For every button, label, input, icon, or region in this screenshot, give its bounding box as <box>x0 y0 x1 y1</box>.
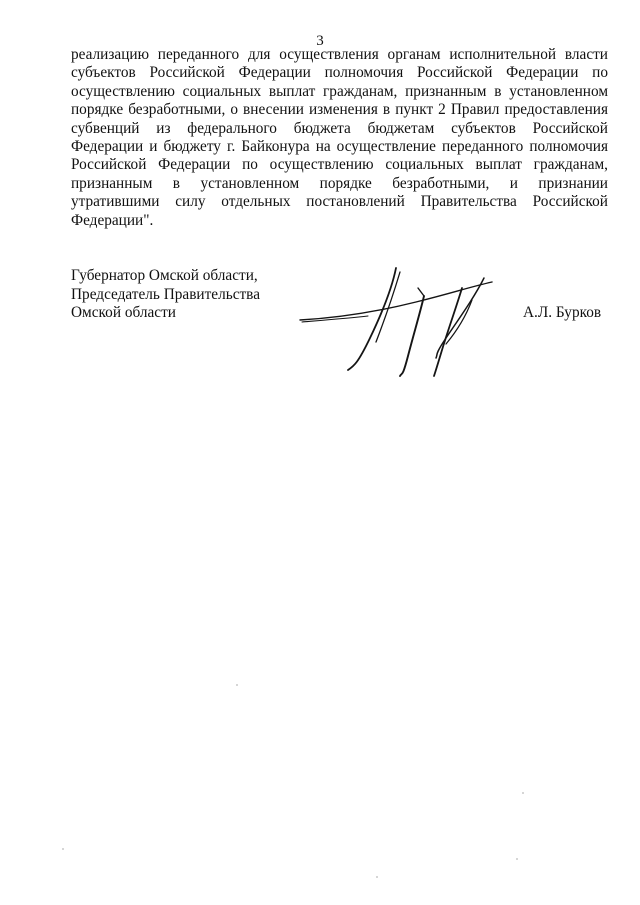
scan-speck <box>62 848 64 850</box>
signer-title-line: Председатель Правительства <box>71 285 260 303</box>
body-line: Российской Федерации по осуществлению социальных выплат гражданам, <box>71 156 608 174</box>
handwritten-signature <box>296 258 496 380</box>
body-line: субвенций из федерального бюджета бюджетам субъектов Российской <box>71 119 608 137</box>
signer-title-line: Губернатор Омской области, <box>71 267 258 284</box>
body-line: Федерации и бюджету г. Байконура на осуществление переданного полномочия <box>71 137 608 155</box>
signer-name: А.Л. Бурков <box>523 304 602 321</box>
body-line: порядке безработными, о внесении изменения в пункт 2 Правил предоставления <box>71 101 608 119</box>
page-number: 3 <box>316 33 324 49</box>
body-line: утратившими силу отдельных постановлений Правительства Российской <box>71 193 608 211</box>
scan-speck <box>516 858 518 860</box>
signer-title-line: Омской области <box>71 304 176 322</box>
body-paragraph <box>71 46 608 230</box>
body-line: реализацию переданного для осуществления органам исполнительной власти <box>71 46 608 63</box>
body-line: признанным в установленном порядке безработными, и признании <box>71 174 608 192</box>
scan-speck <box>236 684 238 686</box>
scan-speck <box>522 792 524 794</box>
scan-speck <box>376 876 378 878</box>
body-line: субъектов Российской Федерации полномочия Российской Федерации по <box>71 64 608 82</box>
body-line: Федерации". <box>71 211 154 229</box>
signer-title <box>71 267 260 323</box>
body-line: осуществлению социальных выплат гражданам, признанным в установленном <box>71 82 608 100</box>
